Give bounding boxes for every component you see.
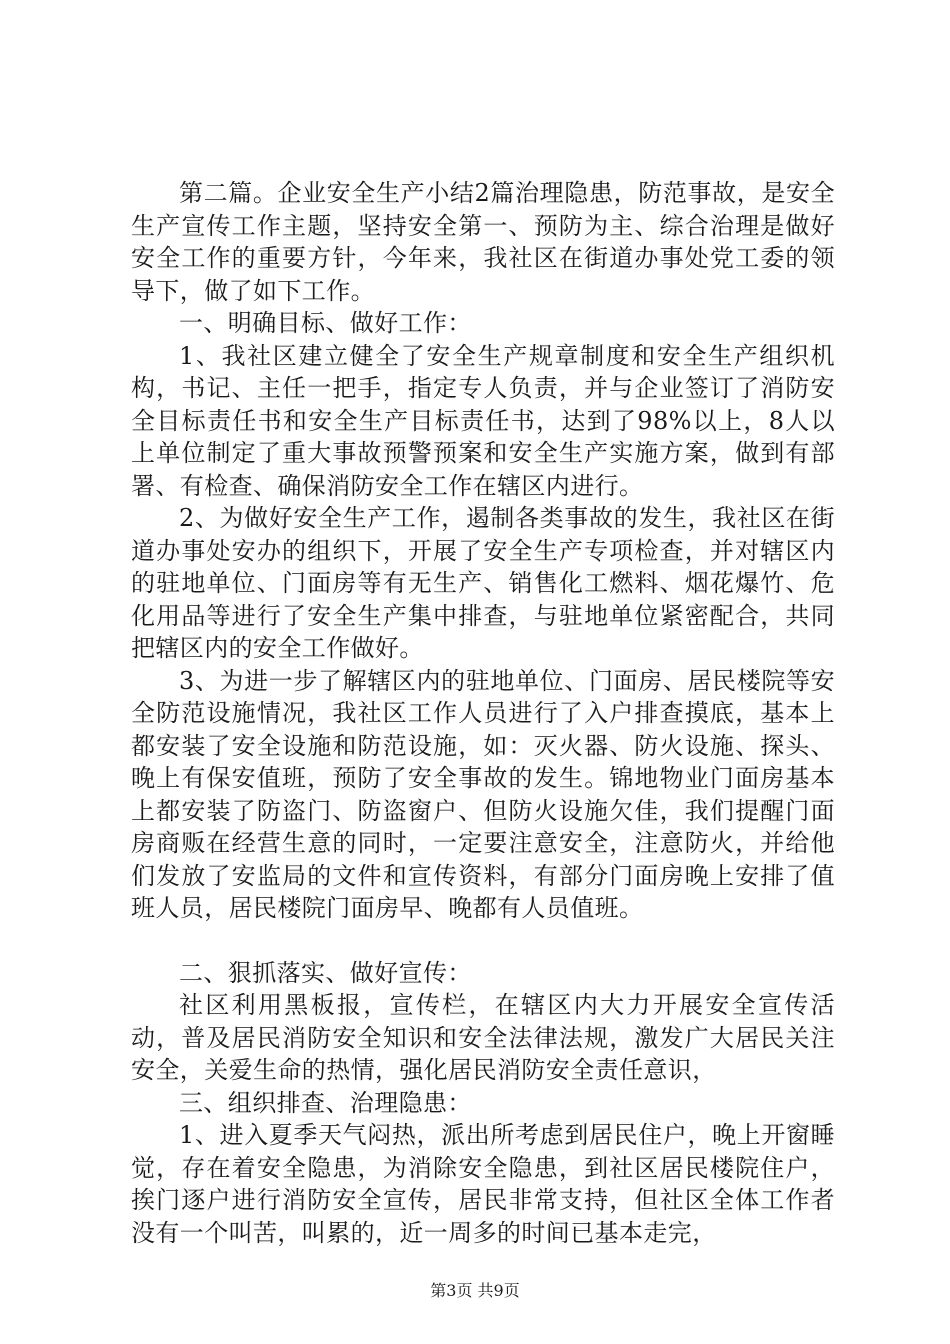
paragraph-intro: 第二篇。企业安全生产小结2篇治理隐患，防范事故，是安全生产宣传工作主题，坚持安全第一、预防为主、综合治理是做好安全工作的重要方针，今年来，我社区在街道办事处党工委的领导下，做了如下工作。 [131,179,835,305]
page-footer: 第3页 共9页 [430,1281,520,1300]
document-body [131,177,835,1249]
heading-section-2: 二、狠抓落实、做好宣传： [179,958,472,987]
heading-section-3: 三、组织排查、治理隐患： [179,1088,472,1117]
paragraph-3-1: 1、进入夏季天气闷热，派出所考虑到居民住户，晚上开窗睡觉，存在着安全隐患，为消除安全隐患，到社区居民楼院住户，挨门逐户进行消防安全宣传，居民非常支持，但社区全体工作者没有一个叫苦，叫累的，近一周多的时间已基本走完， [131,1121,835,1247]
paragraph-1-2: 2、为做好安全生产工作，遏制各类事故的发生，我社区在街道办事处安办的组织下，开展了安全生产专项检查，并对辖区内的驻地单位、门面房等有无生产、销售化工燃料、烟花爆竹、危化用品等进行了安全生产集中排查，与驻地单位紧密配合，共同把辖区内的安全工作做好。 [131,504,835,662]
paragraph-gap [131,925,835,957]
paragraph-2-1: 社区利用黑板报，宣传栏，在辖区内大力开展安全宣传活动，普及居民消防安全知识和安全法律法规，激发广大居民关注安全，关爱生命的热情，强化居民消防安全责任意识， [131,991,835,1084]
paragraph-1-3: 3、为进一步了解辖区内的驻地单位、门面房、居民楼院等安全防范设施情况，我社区工作人员进行了入户排查摸底，基本上都安装了安全设施和防范设施，如：灭火器、防火设施、探头、晚上有保安值班，预防了安全事故的发生。锦地物业门面房基本上都安装了防盗门、防盗窗户、但防火设施欠佳，我们提醒门面房商贩在经营生意的同时，一定要注意安全，注意防火，并给他们发放了安监局的文件和宣传资料，有部分门面房晚上安排了值班人员，居民楼院门面房早、晚都有人员值班。 [131,666,835,922]
paragraph-1-1: 1、我社区建立健全了安全生产规章制度和安全生产组织机构，书记、主任一把手，指定专人负责，并与企业签订了消防安全目标责任书和安全生产目标责任书，达到了98%以上，8人以上单位制定了重大事故预警预案和安全生产实施方案，做到有部署、有检查、确保消防安全工作在辖区内进行。 [131,341,835,500]
heading-section-1: 一、明确目标、做好工作： [179,309,472,337]
